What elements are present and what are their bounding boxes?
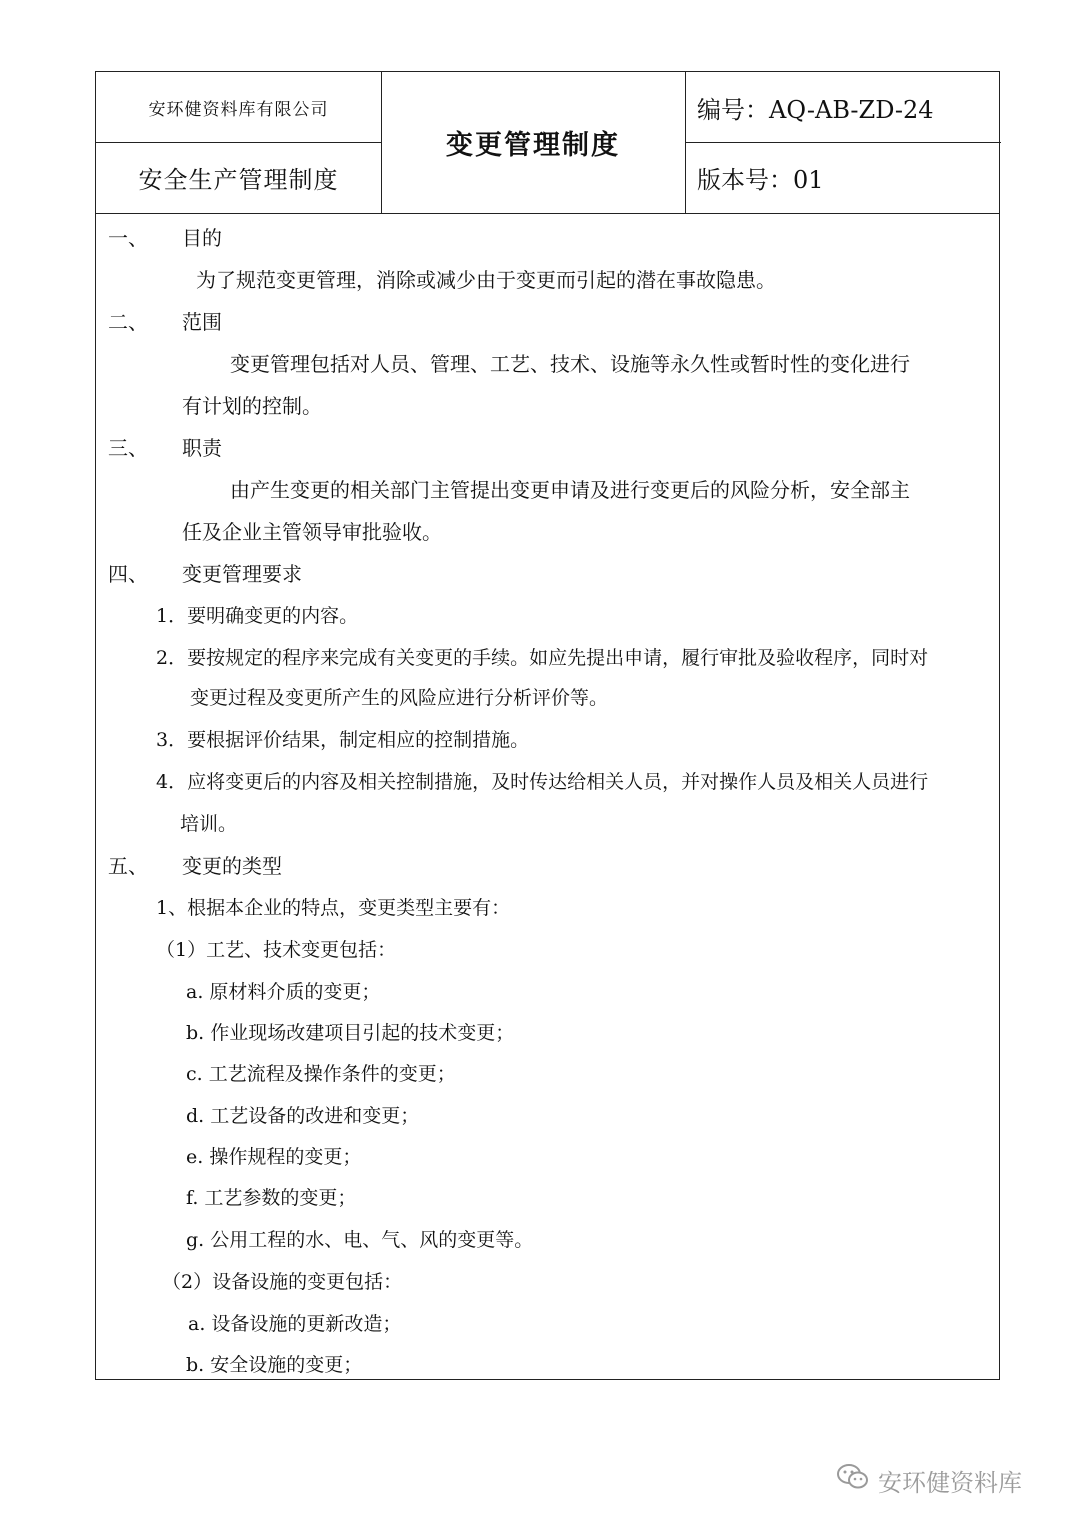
section-1-text: 为了规范变更管理，消除或减少由于变更而引起的潜在事故隐患。 (196, 268, 776, 292)
requirement-1: 1．要明确变更的内容。 (156, 605, 359, 627)
section-5-number: 五、 (108, 854, 148, 878)
section-2-text: 变更管理包括对人员、管理、工艺、技术、设施等永久性或暂时性的变化进行 (230, 352, 910, 376)
type-item-e: e. 操作规程的变更； (186, 1146, 362, 1168)
header-table (96, 72, 999, 214)
type-item-a: a. 原材料介质的变更； (186, 981, 381, 1003)
watermark (836, 1462, 1022, 1498)
wechat-icon (836, 1462, 870, 1498)
section-3-number: 三、 (108, 436, 148, 460)
section-3-text: 由产生变更的相关部门主管提出变更申请及进行变更后的风险分析，安全部主 (230, 478, 910, 502)
type-item-b: b. 作业现场改建项目引起的技术变更； (186, 1022, 515, 1044)
section-4-title: 变更管理要求 (182, 562, 302, 586)
section-2-text-cont: 有计划的控制。 (182, 394, 322, 418)
type-intro: 1、根据本企业的特点，变更类型主要有： (156, 897, 511, 919)
type-group-2: （2）设备设施的变更包括： (162, 1271, 403, 1293)
type-item-b2: b. 安全设施的变更； (186, 1354, 363, 1376)
type-item-g: g. 公用工程的水、电、气、风的变更等。 (186, 1229, 534, 1251)
company-name: 安环健资料库有限公司 (148, 99, 329, 120)
type-group-1: （1）工艺、技术变更包括： (156, 939, 397, 961)
version-number: 版本号：01 (697, 166, 824, 194)
section-4-number: 四、 (108, 562, 148, 586)
document-code: 编号：AQ-AB-ZD-24 (697, 95, 934, 124)
section-3-text-cont: 任及企业主管领导审批验收。 (182, 520, 442, 544)
requirement-3: 3．要根据评价结果，制定相应的控制措施。 (156, 729, 530, 751)
document-page (95, 71, 1000, 1380)
type-item-a2: a. 设备设施的更新改造； (188, 1313, 402, 1335)
section-5-title: 变更的类型 (182, 854, 282, 878)
requirement-2-cont: 变更过程及变更所产生的风险应进行分析评价等。 (190, 687, 609, 709)
requirement-2: 2．要按规定的程序来完成有关变更的手续。如应先提出申请，履行审批及验收程序，同时对 (156, 647, 929, 669)
section-3-title: 职责 (182, 436, 222, 460)
type-item-c: c. 工艺流程及操作条件的变更； (186, 1063, 456, 1085)
watermark-text: 安环健资料库 (878, 1468, 1022, 1497)
requirement-4: 4．应将变更后的内容及相关控制措施，及时传达给相关人员，并对操作人员及相关人员进行 (156, 771, 929, 793)
requirement-4-cont: 培训。 (180, 813, 238, 835)
section-2-title: 范围 (182, 310, 222, 334)
type-item-d: d. 工艺设备的改进和变更； (186, 1105, 420, 1127)
document-title: 变更管理制度 (446, 130, 620, 161)
type-item-f: f. 工艺参数的变更； (186, 1187, 357, 1209)
section-1-number: 一、 (108, 226, 148, 250)
section-2-number: 二、 (108, 310, 148, 334)
category-label: 安全生产管理制度 (138, 166, 339, 194)
section-1-title: 目的 (182, 226, 222, 250)
